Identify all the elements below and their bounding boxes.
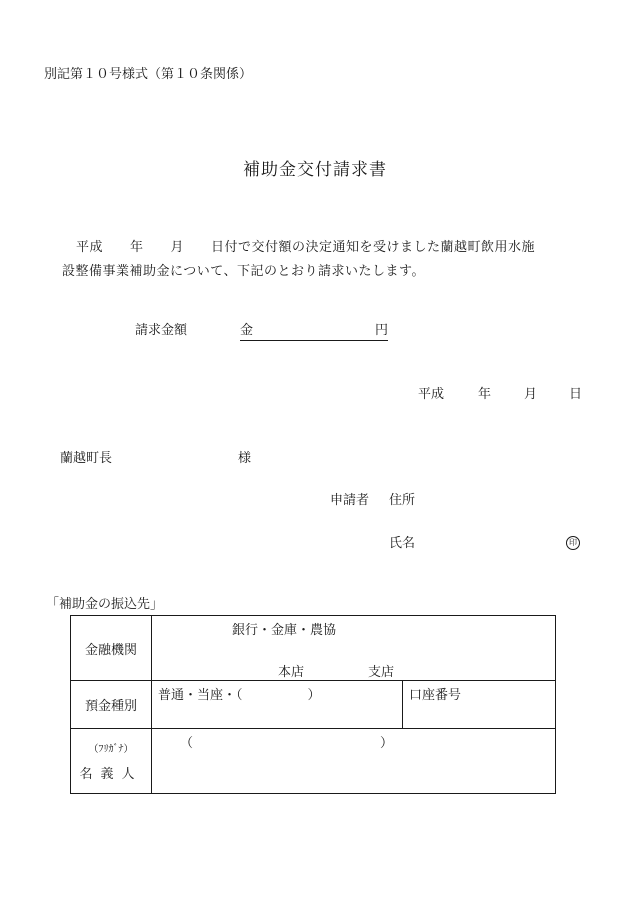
furigana-label: （ﾌﾘｶﾞﾅ）	[88, 744, 134, 755]
date-day-unit: 日	[569, 387, 583, 402]
date-era: 平成	[418, 387, 445, 402]
applicant-address-label: 住所	[389, 493, 416, 508]
date-month-unit: 月	[524, 387, 538, 402]
holder-paren-open: （	[180, 736, 194, 751]
request-amount-label: 請求金額	[135, 323, 188, 338]
paragraph-line-2: 設整備事業補助金について、下記のとおり請求いたします。	[62, 264, 425, 279]
paragraph-line-1: 平成 年 月 日付で交付額の決定通知を受けました蘭越町飲用水施	[76, 240, 536, 255]
account-number-cell[interactable]	[403, 681, 556, 729]
institution-label: 金融機関	[84, 642, 137, 658]
deposit-type-cell[interactable]	[152, 681, 403, 729]
institution-cell[interactable]	[152, 616, 556, 681]
branch-sub-label: 支店	[368, 665, 395, 680]
date-year-unit: 年	[478, 387, 492, 402]
institution-types: 銀行・金庫・農協	[232, 623, 337, 638]
deposit-options: 普通・当座・（ ）	[158, 688, 321, 703]
form-number-label: 別記第１０号様式（第１０条関係）	[44, 67, 253, 82]
bank-transfer-table	[70, 615, 556, 794]
addressee-mayor: 蘭越町長	[60, 451, 113, 466]
applicant-name-label: 氏名	[389, 536, 416, 551]
request-amount-field[interactable]	[240, 323, 388, 341]
holder-label-cell	[71, 729, 152, 794]
account-holder-cell[interactable]	[152, 729, 556, 794]
holder-paren-close: ）	[380, 736, 394, 751]
deposit-type-label-cell	[71, 681, 152, 729]
amount-yen-suffix: 円	[374, 323, 388, 338]
applicant-label: 申請者	[330, 493, 370, 508]
transfer-destination-heading: 「補助金の振込先」	[46, 597, 164, 612]
request-paragraph	[62, 236, 592, 284]
account-number-label: 口座番号	[409, 688, 462, 703]
account-holder-label: 名義人	[79, 767, 143, 782]
branch-main-label: 本店	[278, 665, 305, 680]
institution-label-cell	[71, 616, 152, 681]
addressee-honorific: 様	[238, 451, 252, 466]
document-title: 補助金交付請求書	[243, 160, 387, 180]
deposit-type-label: 預金種別	[84, 699, 137, 714]
seal-mark-icon: 印	[566, 536, 580, 550]
amount-kin-prefix: 金	[240, 323, 254, 338]
